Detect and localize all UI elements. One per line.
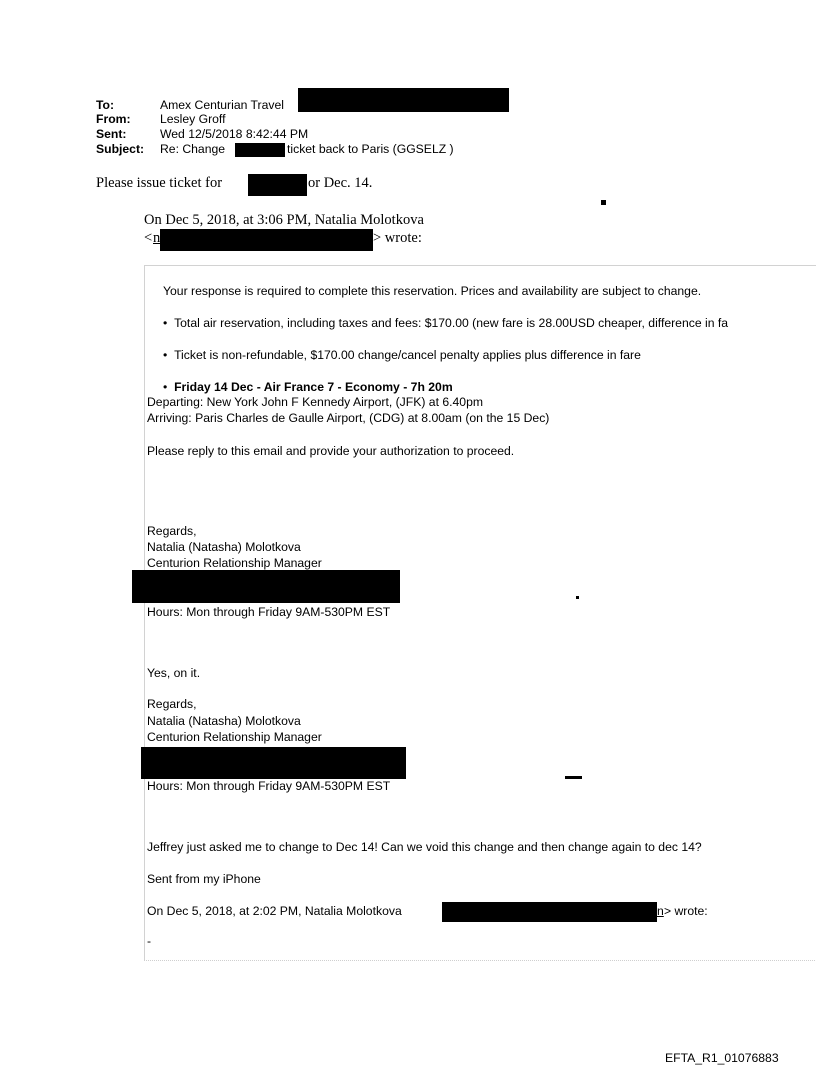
- quote-header-email-partial: n: [153, 230, 161, 246]
- earlier-quote-email-partial: n: [657, 904, 664, 918]
- quote-header-lt: <: [144, 230, 153, 246]
- bullet-dot: •: [163, 380, 168, 394]
- redaction-subject: [235, 143, 285, 157]
- reply-text-part2: or Dec. 14.: [308, 175, 373, 191]
- bullet-dot: •: [163, 316, 168, 330]
- earlier-dash: -: [147, 934, 152, 948]
- earlier-request: Jeffrey just asked me to change to Dec 14! Can we void this change and then change again to dec 14?: [147, 840, 702, 854]
- subject-label: Subject:: [96, 142, 145, 156]
- redaction-quote-email: [160, 229, 373, 251]
- signature2-name: Natalia (Natasha) Molotkova: [147, 714, 301, 728]
- arriving-line: Arriving: Paris Charles de Gaulle Airport, (CDG) at 8.00am (on the 15 Dec): [147, 411, 550, 425]
- bullet-1: [163, 316, 728, 330]
- bullet-3-text: Friday 14 Dec - Air France 7 - Economy - 7h 20m: [174, 380, 453, 394]
- reply-text-part1: Please issue ticket for: [96, 175, 223, 191]
- earlier-sent-from: Sent from my iPhone: [147, 872, 261, 886]
- bullet-3: [163, 380, 453, 394]
- redaction-to: [298, 88, 509, 112]
- signature1-hours: Hours: Mon through Friday 9AM-530PM EST: [147, 605, 391, 619]
- redaction-earlier-email: [442, 902, 657, 922]
- quote-header-line1: On Dec 5, 2018, at 3:06 PM, Natalia Molotkova: [144, 212, 424, 228]
- quote-header-wrote: > wrote:: [373, 230, 422, 246]
- bullet-dot: •: [163, 348, 168, 362]
- earlier-quote-wrote: > wrote:: [664, 904, 708, 918]
- signature2-hours: Hours: Mon through Friday 9AM-530PM EST: [147, 779, 391, 793]
- subject-part1: Re: Change: [160, 142, 226, 156]
- redaction-reply: [248, 174, 307, 196]
- to-label: To:: [96, 98, 115, 112]
- bullet-2: [163, 348, 641, 362]
- scan-artifact-dash: [565, 776, 582, 779]
- departing-line: Departing: New York John F Kennedy Airport, (JFK) at 6.40pm: [147, 395, 483, 409]
- signature2-regards: Regards,: [147, 697, 197, 711]
- earlier-quote-prefix: On Dec 5, 2018, at 2:02 PM, Natalia Molotkova: [147, 904, 402, 918]
- bullet-2-text: Ticket is non-refundable, $170.00 change/cancel penalty applies plus difference in fare: [174, 348, 641, 362]
- subject-part2: ticket back to Paris (GGSELZ ): [287, 142, 454, 156]
- bullet-1-text: Total air reservation, including taxes and fees: $170.00 (new fare is 28.00USD cheaper, difference in fa: [174, 316, 729, 330]
- scan-artifact-dot: [601, 200, 606, 205]
- signature2-title: Centurion Relationship Manager: [147, 730, 322, 744]
- message-intro: Your response is required to complete this reservation. Prices and availability are subject to change.: [163, 284, 702, 298]
- to-value: Amex Centurian Travel: [160, 98, 284, 112]
- sent-label: Sent:: [96, 127, 127, 141]
- from-value: Lesley Groff: [160, 112, 226, 126]
- from-label: From:: [96, 112, 131, 126]
- signature1-title: Centurion Relationship Manager: [147, 556, 322, 570]
- reply-request: Please reply to this email and provide your authorization to proceed.: [147, 444, 515, 458]
- signature1-regards: Regards,: [147, 524, 197, 538]
- signature1-name: Natalia (Natasha) Molotkova: [147, 540, 301, 554]
- sent-value: Wed 12/5/2018 8:42:44 PM: [160, 127, 309, 141]
- reply2-text: Yes, on it.: [147, 666, 201, 680]
- scan-artifact-dot: [576, 596, 579, 599]
- document-id: EFTA_R1_01076883: [665, 1051, 779, 1065]
- redaction-signature2-contact: [141, 747, 406, 779]
- redaction-signature1-contact: [132, 570, 400, 603]
